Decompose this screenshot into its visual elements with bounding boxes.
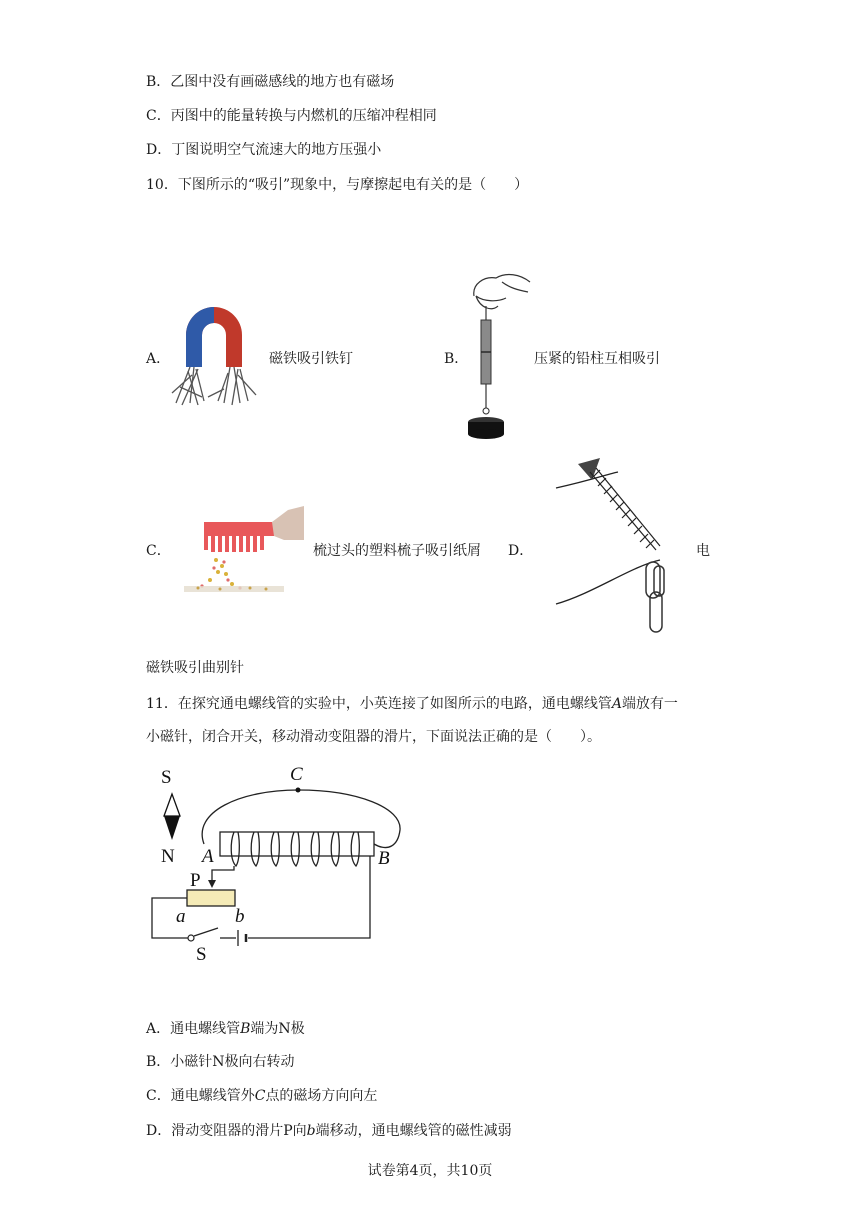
q10-option-a-caption: 磁铁吸引铁钉	[269, 351, 353, 367]
needle-south-half	[164, 794, 180, 816]
q9-option-b: B．乙图中没有画磁感线的地方也有磁场	[146, 74, 395, 90]
q9-option-d: D．丁图说明空气流速大的地方压强小	[146, 142, 382, 158]
rheostat	[187, 890, 235, 906]
rheostat-b-label: b	[235, 906, 245, 927]
needle-north-half	[164, 816, 180, 840]
q10-stem: 10．下图所示的“吸引”现象中，与摩擦起电有关的是（ ）	[146, 177, 529, 193]
q10-option-a-letter: A．	[146, 351, 171, 367]
q11-stem-line1: 11．在探究通电螺线管的实验中，小英连接了如图所示的电路，通电螺线管A端放有一	[146, 696, 678, 712]
q10-option-b-caption: 压紧的铅柱互相吸引	[534, 351, 660, 367]
nail-paperclip-figure	[552, 454, 692, 638]
q9-option-c: C．丙图中的能量转换与内燃机的压缩冲程相同	[146, 108, 437, 124]
q11-option-b: B．小磁针N极向右转动	[146, 1054, 295, 1070]
rheostat-a-label: a	[176, 906, 186, 927]
solenoid-circuit-diagram	[140, 760, 412, 966]
q10-option-d-letter: D．	[508, 543, 534, 559]
q10-option-d-caption-part1: 电	[696, 543, 710, 559]
point-c	[296, 788, 301, 793]
q11-option-c: C．通电螺线管外C点的磁场方向向左	[146, 1088, 378, 1104]
point-c-label: C	[290, 764, 303, 785]
q10-option-c-caption: 梳过头的塑料梳子吸引纸屑	[313, 543, 481, 559]
q10-option-c-letter: C．	[146, 543, 171, 559]
solenoid-end-a-label: A	[202, 846, 214, 867]
q11-option-a: A．通电螺线管B端为N极	[146, 1021, 305, 1037]
lead-cylinders-figure	[462, 262, 534, 440]
q10-option-b-letter: B．	[444, 351, 469, 367]
q11-stem-line2: 小磁针，闭合开关，移动滑动变阻器的滑片，下面说法正确的是（ ）。	[146, 729, 601, 745]
magnet-nails-figure	[168, 305, 268, 410]
switch-blade	[194, 928, 218, 936]
comb-paper-figure	[180, 500, 308, 596]
page-footer: 试卷第4页，共10页	[367, 1163, 493, 1179]
needle-n-label: N	[161, 846, 175, 867]
q10-option-d-caption-part2: 磁铁吸引曲别针	[146, 660, 244, 676]
q11-option-d: D．滑动变阻器的滑片P向b端移动，通电螺线管的磁性减弱	[146, 1123, 512, 1139]
slider-p-label: P	[190, 870, 201, 891]
switch-pivot	[188, 935, 194, 941]
needle-s-label: S	[161, 767, 172, 788]
solenoid-end-b-label: B	[378, 848, 390, 869]
switch-s-label: S	[196, 944, 207, 965]
